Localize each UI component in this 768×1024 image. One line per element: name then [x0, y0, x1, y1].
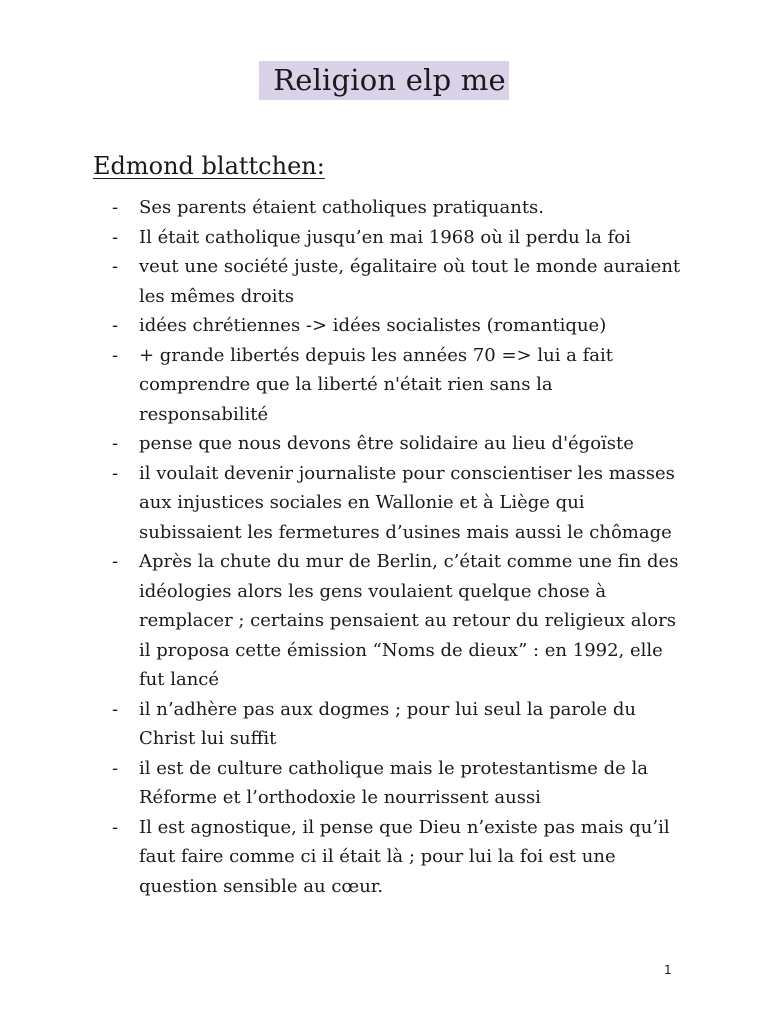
bullet-dash: - — [112, 226, 119, 248]
list-item-text: il voulait devenir journaliste pour conscientiser les masses aux injustices sociales en Wallonie et à Liège qui subissaient les fermetures d’usines mais aussi le chômage — [139, 462, 675, 543]
list-item — [112, 193, 682, 223]
list-item — [112, 223, 682, 253]
bullet-dash: - — [112, 344, 119, 366]
title-wrapper — [0, 61, 768, 100]
list-item-text: idées chrétiennes -> idées socialistes (romantique) — [139, 315, 607, 336]
list-item-text: pense que nous devons être solidaire au lieu d'égoïste — [139, 433, 634, 454]
list-item — [112, 341, 682, 430]
list-item — [112, 547, 682, 695]
bullet-dash: - — [112, 433, 119, 454]
list-item — [112, 813, 682, 902]
list-item-text: il n’adhère pas aux dogmes ; pour lui seul la parole du Christ lui suffit — [139, 698, 637, 749]
list-item — [112, 252, 682, 311]
list-item-text: Ses parents étaient catholiques pratiquants. — [139, 197, 545, 218]
bullet-dash: - — [112, 757, 119, 779]
list-item-text: veut une société juste, égalitaire où tout le monde auraient les mêmes droits — [139, 256, 681, 307]
bullet-dash: - — [112, 315, 119, 336]
page-number: 1 — [664, 963, 672, 977]
list-item — [112, 429, 682, 459]
bullet-dash: - — [112, 256, 119, 277]
list-item — [112, 695, 682, 754]
bullet-dash: - — [112, 197, 119, 218]
bullet-dash: - — [112, 462, 119, 484]
bullet-dash: - — [112, 551, 119, 572]
list-item — [112, 754, 682, 813]
list-item — [112, 459, 682, 548]
document-title: Religion elp me — [259, 61, 509, 100]
list-item-text: Après la chute du mur de Berlin, c’était comme une fin des idéologies alors les gens voulaient quelque chose à remplacer ; certains pensaient au retour du religieux alors il proposa cette émission “Noms de dieux” : en 1992, elle fut lancé — [139, 551, 679, 690]
bullet-list — [112, 193, 682, 901]
list-item — [112, 311, 682, 341]
bullet-dash: - — [112, 816, 119, 838]
list-item-text: Il est agnostique, il pense que Dieu n’existe pas mais qu’il faut faire comme ci il était là ; pour lui la foi est une question sensible au cœur. — [139, 816, 670, 897]
list-item-text: Il était catholique jusqu’en mai 1968 où il perdu la foi — [139, 226, 631, 248]
bullet-dash: - — [112, 698, 119, 720]
list-item-text: il est de culture catholique mais le protestantisme de la Réforme et l’orthodoxie le nourrissent aussi — [139, 757, 649, 808]
section-heading: Edmond blattchen: — [93, 152, 325, 180]
list-item-text: + grande libertés depuis les années 70 => lui a fait comprendre que la liberté n'était rien sans la responsabilité — [139, 344, 614, 425]
